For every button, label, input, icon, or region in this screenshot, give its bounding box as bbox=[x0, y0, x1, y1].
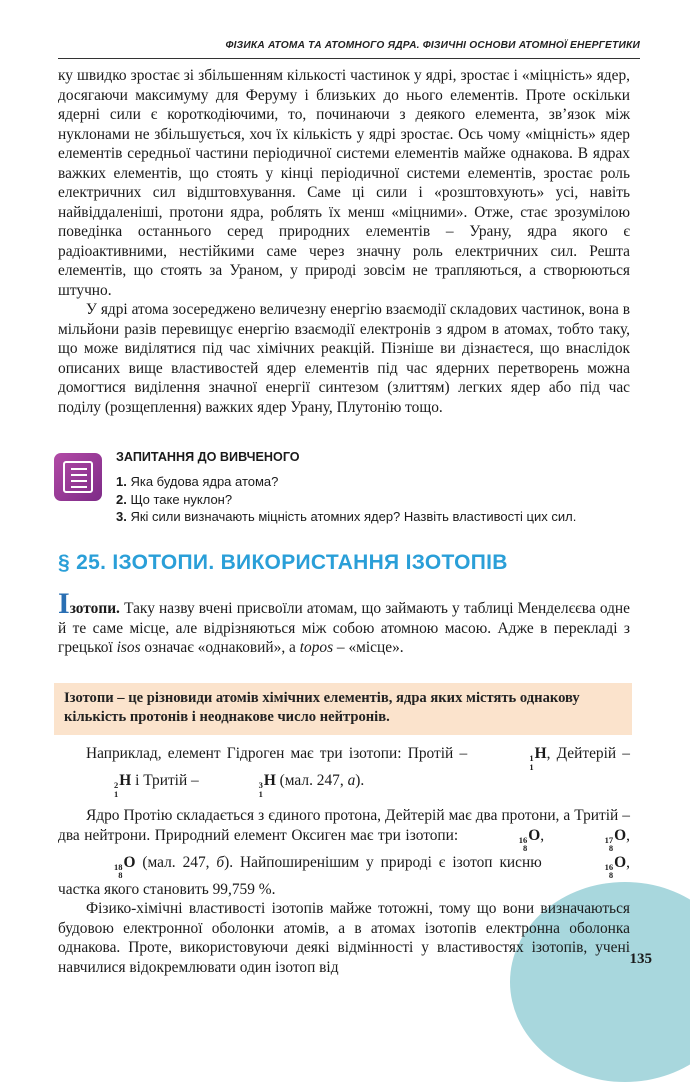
isotope-O16-b: 16 8 O bbox=[604, 853, 627, 880]
isotope-O16: 16 8 O bbox=[518, 826, 541, 853]
question-number: 3. bbox=[116, 509, 127, 524]
header-rule bbox=[58, 58, 640, 59]
isotope-H2: 2 1 H bbox=[114, 772, 132, 799]
oxygen-paragraph: Ядро Протію складається з єдиного протона, Дейтерій має два протони, а Тритій – два нейтрони. Природний елемент Оксиген має три ізотопи: 16 8 O, 17 8 O, 18 8 O (мал. 247, б). Найпоширенішим у природі є ізотоп кисню 16 8 O, частка якого становить 99,759 %. bbox=[58, 807, 630, 898]
isotope-examples bbox=[58, 744, 630, 977]
last-paragraph: Фізико-хімічні властивості ізотопів майже тотожні, тому що вони визначаються будовою електронної оболонки атомів, а в атомах ізотопів електронна оболонка однакова. Проте, використовуючи деякі відмінності у властивостях ізотопів, учені навчилися відокремлювати один ізотоп від bbox=[58, 900, 630, 976]
intro-topos: topos bbox=[299, 639, 334, 656]
body-text-top bbox=[58, 66, 630, 417]
isotope-H3: 3 1 H bbox=[258, 772, 276, 799]
intro-term: зотопи. bbox=[69, 600, 120, 617]
questions-list-icon bbox=[54, 453, 102, 501]
isotope-H1: 1 1 H bbox=[529, 745, 547, 772]
question-item bbox=[116, 491, 576, 509]
isotope-O17: 17 8 O bbox=[604, 826, 627, 853]
hydrogen-paragraph: Наприклад, елемент Гідроген має три ізотопи: Протій – 1 1 H, Дейтерій – 2 1 H і Тритій – 3 1 H (мал. 247, а). bbox=[58, 744, 630, 798]
question-number: 2. bbox=[116, 491, 127, 507]
question-item bbox=[116, 508, 576, 526]
question-number: 1. bbox=[116, 474, 127, 489]
page-number: 135 bbox=[629, 951, 652, 967]
intro-isos: isos bbox=[116, 639, 141, 656]
questions-list bbox=[116, 473, 576, 526]
question-text: Яка будова ядра атома? bbox=[130, 474, 279, 489]
section-title: § 25. ІЗОТОПИ. ВИКОРИСТАННЯ ІЗОТОПІВ bbox=[58, 551, 508, 574]
drop-cap: І bbox=[58, 587, 70, 620]
question-text: Які сили визначають міцність атомних ядер? Назвіть властивості цих сил. bbox=[130, 509, 577, 524]
intro-text: Таку назву вчені присвоїли атомам, що займають у таблиці Менделєєва одне й те саме місце, але відрізняються між собою атомною масою. Адже в перекладі з грецької bbox=[58, 600, 630, 656]
isotope-O18: 18 8 O bbox=[114, 853, 136, 880]
intro-paragraph bbox=[58, 587, 630, 658]
definition-box: Ізотопи – це різновиди атомів хімічних елементів, ядра яких містять однакову кількість протонів і неоднакове число нейтронів. bbox=[54, 683, 632, 735]
paragraph-1: ку швидко зростає зі збільшенням кількості частинок у ядрі, зростає і «міцність» ядер, досягаючи максимуму для Феруму і близьких до нього елементів. Проте оскільки ядерні сили є короткодіючими, то, починаючи з деякого елемента, зв’язок між нуклонами не збільшується, хоч їх кількість у ядрі зростає. Ось чому «міцність» ядер елементів середньої частини періодичної системи елементів майже однакова. В ядрах важких елементів, що стоять у кінці періодичної системи елементів, зростає роль електричних сил відштовхування. Саме ці сили і «розштовхують» усі, навіть найвіддаленіші, протони ядра, роблять їх менш «міцними». Отже, стає зрозумілою поведінка останнього серед природних елементів – Урану, ядра якого є радіоактивними, нестійкими саме через значну роль електричних сил. Решта елементів, що стоять за Ураном, у природі зовсім не трапляються, а створюються штучно. bbox=[58, 67, 630, 299]
questions-title: ЗАПИТАННЯ ДО ВИВЧЕНОГО bbox=[116, 450, 300, 464]
paragraph-2: У ядрі атома зосереджено величезну енергію взаємодії складових частинок, вона в мільйони разів перевищує енергію взаємодії електронів з ядром в атомах, тобто таку, що може виділятися під час хімічних реакцій. Пізніше ви дізнаєтеся, що внаслідок описаних вище властивостей ядер елементів під час ядерних перетворень можна домогтися виділення значної енергії синтезом (злиттям) легких ядер або під час поділу (розщеплення) важких ядер Урану, Плутонію тощо. bbox=[58, 301, 630, 416]
running-header: ФІЗИКА АТОМА ТА АТОМНОГО ЯДРА. ФІЗИЧНІ ОСНОВИ АТОМНОЇ ЕНЕРГЕТИКИ bbox=[225, 40, 640, 51]
question-item bbox=[116, 473, 576, 491]
intro-text-3: – «місце». bbox=[333, 639, 404, 656]
question-text: Що таке нуклон? bbox=[130, 491, 233, 507]
intro-text-2: означає «однаковий», а bbox=[140, 639, 300, 656]
